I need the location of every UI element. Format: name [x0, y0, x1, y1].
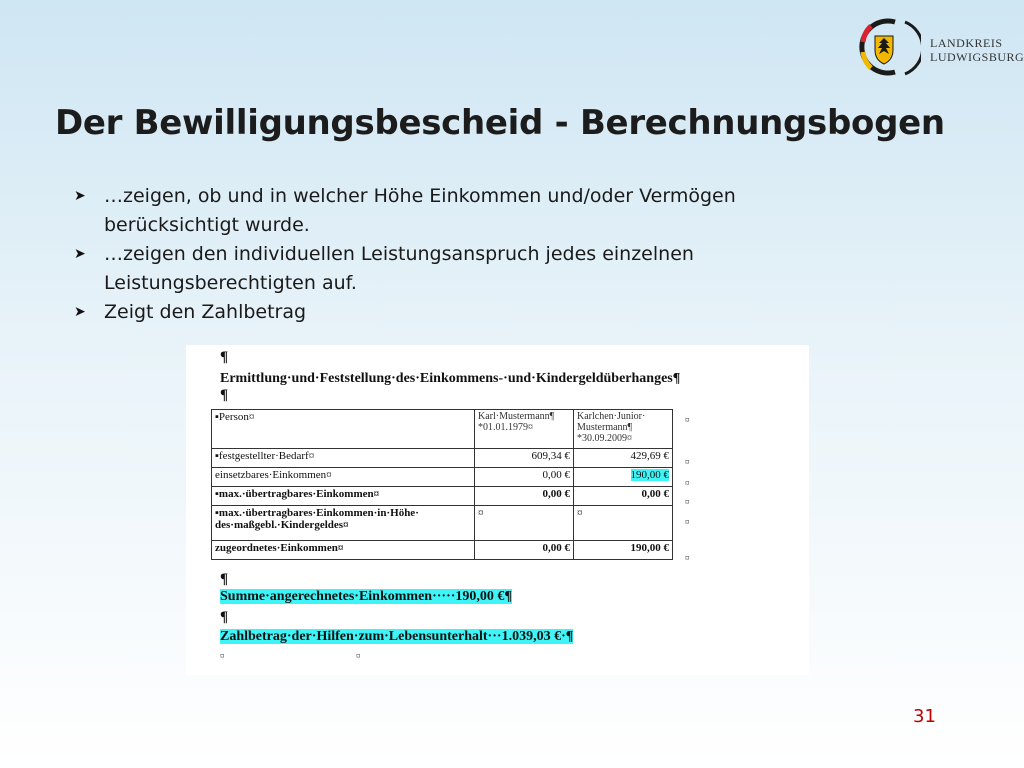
- cell-end-mark: ¤: [685, 517, 690, 527]
- row-col2: ¤: [574, 506, 673, 541]
- cell-end-mark: ¤: [685, 457, 690, 467]
- income-calculation-table: [211, 409, 673, 560]
- row-col2: 429,69 €: [574, 449, 673, 468]
- bullet-item: [74, 298, 814, 327]
- cell-end-mark: ¤: [685, 478, 690, 488]
- county-name-line1: LANDKREIS: [930, 36, 1003, 50]
- table-header-row: [212, 410, 673, 449]
- row-col1: 0,00 €: [475, 468, 574, 487]
- bullet-text: …zeigen, ob und in welcher Höhe Einkommen und/oder Vermögen berücksichtigt wurde.: [104, 185, 736, 236]
- table-row: [212, 468, 673, 487]
- payment-line: Zahlbetrag·der·Hilfen·zum·Lebensunterhalt···1.039,03 €·¶: [220, 629, 574, 644]
- row-col1: 0,00 €: [475, 487, 574, 506]
- cell-end-mark: ¤: [685, 553, 690, 563]
- row-label: einsetzbares·Einkommen¤: [212, 468, 475, 487]
- sheet-heading: Ermittlung·und·Feststellung·des·Einkommens-·und·Kindergeldüberhanges¶: [220, 371, 681, 386]
- slide-title: Der Bewilligungsbescheid - Berechnungsbogen: [55, 103, 945, 143]
- page-number: 31: [913, 706, 936, 727]
- paragraph-mark: ¶: [220, 387, 229, 403]
- county-coat-of-arms-icon: [855, 16, 921, 78]
- header-person: ▪Person¤: [212, 410, 475, 449]
- sum-line: Summe·angerechnetes·Einkommen·····190,00 €¶: [220, 589, 512, 604]
- header-col2: Karlchen·Junior· Mustermann¶ *30.09.2009¤: [574, 410, 673, 449]
- paragraph-mark: ¶: [220, 349, 229, 365]
- calculation-sheet-excerpt: [186, 345, 809, 675]
- arrow-bullet-icon: ➤: [74, 188, 86, 204]
- row-label: ▪festgestellter·Bedarf¤: [212, 449, 475, 468]
- county-name: [930, 36, 1024, 64]
- cell-end-mark: ¤: [220, 651, 225, 661]
- cell-end-mark: ¤: [685, 415, 690, 425]
- table-row: [212, 506, 673, 541]
- bullet-item: [74, 240, 814, 298]
- bullet-item: [74, 182, 814, 240]
- bullet-list: [74, 182, 814, 327]
- cell-end-mark: ¤: [356, 651, 361, 661]
- paragraph-mark: ¶: [220, 609, 229, 625]
- bullet-text: …zeigen den individuellen Leistungsanspruch jedes einzelnen Leistungsberechtigten auf.: [104, 243, 694, 294]
- row-col1: 0,00 €: [475, 541, 574, 560]
- bullet-text: Zeigt den Zahlbetrag: [104, 301, 307, 323]
- row-col1: 609,34 €: [475, 449, 574, 468]
- table-row: [212, 449, 673, 468]
- cell-end-mark: ¤: [685, 497, 690, 507]
- row-col2: 190,00 €: [574, 468, 673, 487]
- row-label: ▪max.·übertragbares·Einkommen¤: [212, 487, 475, 506]
- header-col1: Karl·Mustermann¶ *01.01.1979¤: [475, 410, 574, 449]
- table-row: [212, 487, 673, 506]
- arrow-bullet-icon: ➤: [74, 246, 86, 262]
- row-col1: ¤: [475, 506, 574, 541]
- row-col2: 0,00 €: [574, 487, 673, 506]
- county-logo: [855, 16, 1024, 78]
- row-label: zugeordnetes·Einkommen¤: [212, 541, 475, 560]
- paragraph-mark: ¶: [220, 571, 229, 587]
- row-label: ▪max.·übertragbares·Einkommen·in·Höhe· des·maßgebl.·Kindergeldes¤: [212, 506, 475, 541]
- row-col2: 190,00 €: [574, 541, 673, 560]
- table-row: [212, 541, 673, 560]
- county-name-line2: LUDWIGSBURG: [930, 50, 1024, 64]
- arrow-bullet-icon: ➤: [74, 304, 86, 320]
